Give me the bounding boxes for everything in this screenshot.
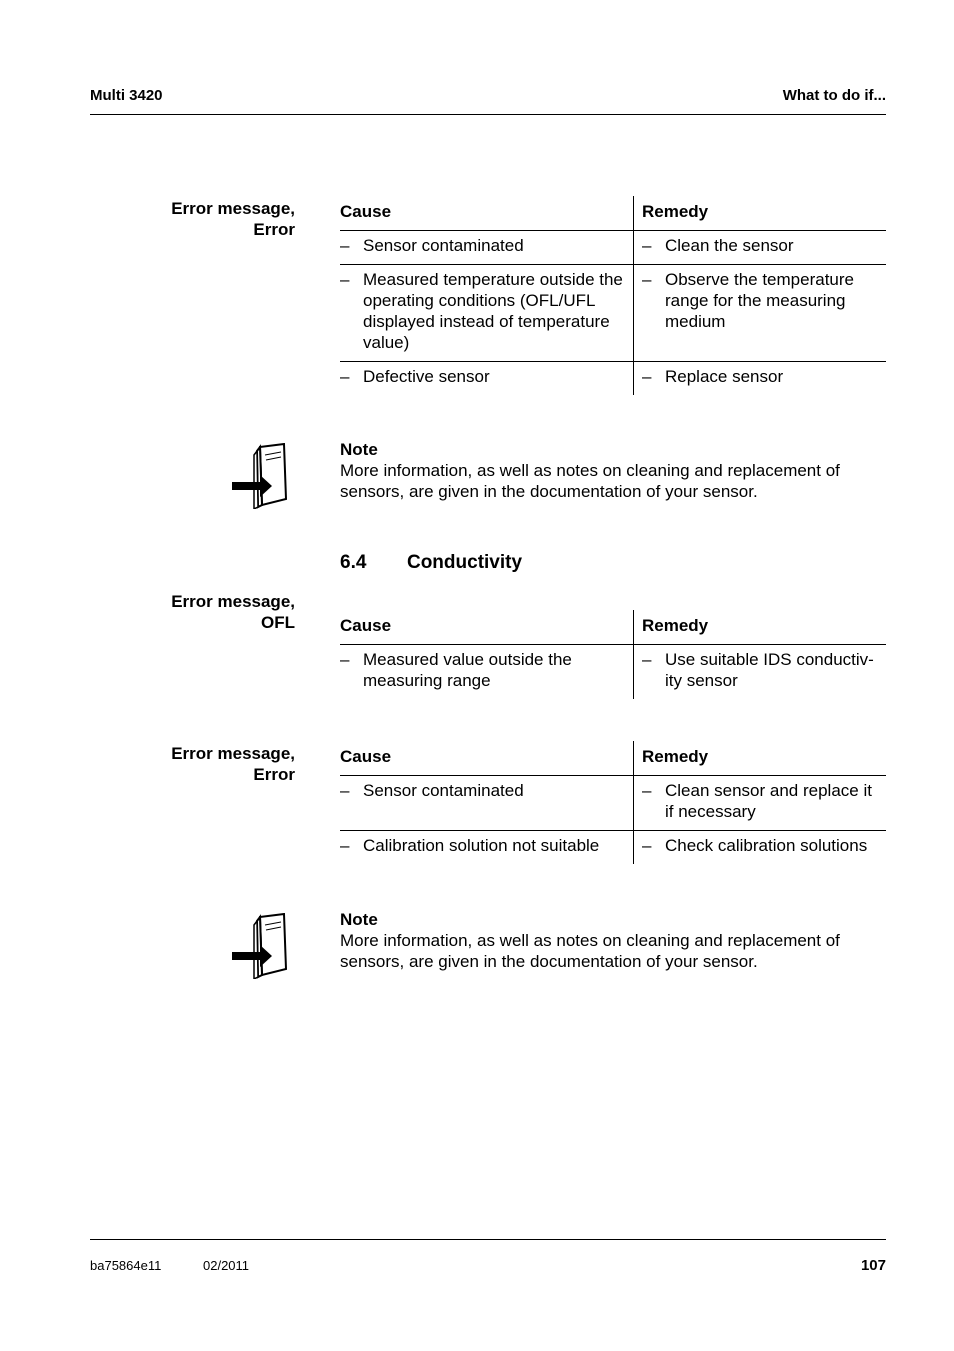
remedy-text: Use suitable IDS conductiv-ity sensor [665, 650, 874, 690]
cause-header: Cause [340, 196, 634, 231]
footer-date: 02/2011 [203, 1258, 250, 1273]
table-header-row [340, 196, 886, 231]
bullet-dash: – [642, 367, 652, 386]
footer-rule [90, 1239, 886, 1240]
bullet-dash: – [340, 367, 350, 386]
remedy-header: Remedy [634, 741, 887, 776]
table-header-row [340, 610, 886, 645]
note-text: More information, as well as notes on cleaning and replacement of sensors, are given in the documentation of your sensor. [340, 461, 840, 501]
bullet-dash: – [340, 781, 350, 800]
bullet-dash: – [642, 650, 652, 669]
error-label-3: Error message, Error [171, 744, 295, 784]
table-row [340, 776, 886, 831]
error-table-2 [340, 610, 886, 699]
note-title: Note [340, 910, 378, 929]
table-row [340, 265, 886, 362]
table-row [340, 645, 886, 700]
remedy-text: Check calibration solutions [665, 836, 868, 855]
bullet-dash: – [642, 836, 652, 855]
section-heading [340, 552, 522, 574]
remedy-text: Clean the sensor [665, 236, 794, 255]
cause-text: Calibration solution not suitable [363, 836, 600, 855]
note-1 [340, 439, 886, 502]
cause-text: Measured value outside the measuring range [363, 650, 572, 690]
remedy-text: Clean sensor and replace it if necessary [665, 781, 872, 821]
note-title: Note [340, 440, 378, 459]
bullet-dash: – [340, 270, 350, 289]
page-number: 107 [860, 1257, 886, 1274]
note-text: More information, as well as notes on cleaning and replacement of sensors, are given in the documentation of your sensor. [340, 931, 840, 971]
table-row [340, 831, 886, 865]
cause-text: Sensor contaminated [363, 236, 524, 255]
bullet-dash: – [642, 236, 652, 255]
cause-text: Defective sensor [363, 367, 490, 386]
footer-doc-id: ba75864e11 [90, 1258, 162, 1273]
remedy-text: Observe the temperature range for the measuring medium [665, 270, 854, 331]
error-label-2: Error message, OFL [171, 592, 295, 632]
note-2 [340, 909, 886, 972]
header-rule [90, 114, 886, 115]
cause-header: Cause [340, 610, 634, 645]
table-row [340, 362, 886, 396]
table-row [340, 231, 886, 265]
bullet-dash: – [642, 781, 652, 800]
table-header-row [340, 741, 886, 776]
book-arrow-icon [230, 913, 290, 979]
bullet-dash: – [642, 270, 652, 289]
book-arrow-icon [230, 443, 290, 509]
remedy-header: Remedy [634, 196, 887, 231]
error-label-1: Error message, Error [171, 199, 295, 239]
section-number: 6.4 [340, 552, 367, 573]
remedy-text: Replace sensor [665, 367, 784, 386]
bullet-dash: – [340, 236, 350, 255]
remedy-header: Remedy [634, 610, 887, 645]
section-title: Conductivity [406, 552, 523, 573]
cause-text: Sensor contaminated [363, 781, 524, 800]
cause-header: Cause [340, 741, 634, 776]
header-chapter-title: What to do if... [782, 87, 886, 104]
error-table-3 [340, 741, 886, 864]
bullet-dash: – [340, 650, 350, 669]
error-table-1 [340, 196, 886, 395]
header-product-name: Multi 3420 [90, 87, 163, 104]
bullet-dash: – [340, 836, 350, 855]
cause-text: Measured temperature outside the operating conditions (OFL/UFL displayed instead of temperature value) [363, 270, 623, 352]
